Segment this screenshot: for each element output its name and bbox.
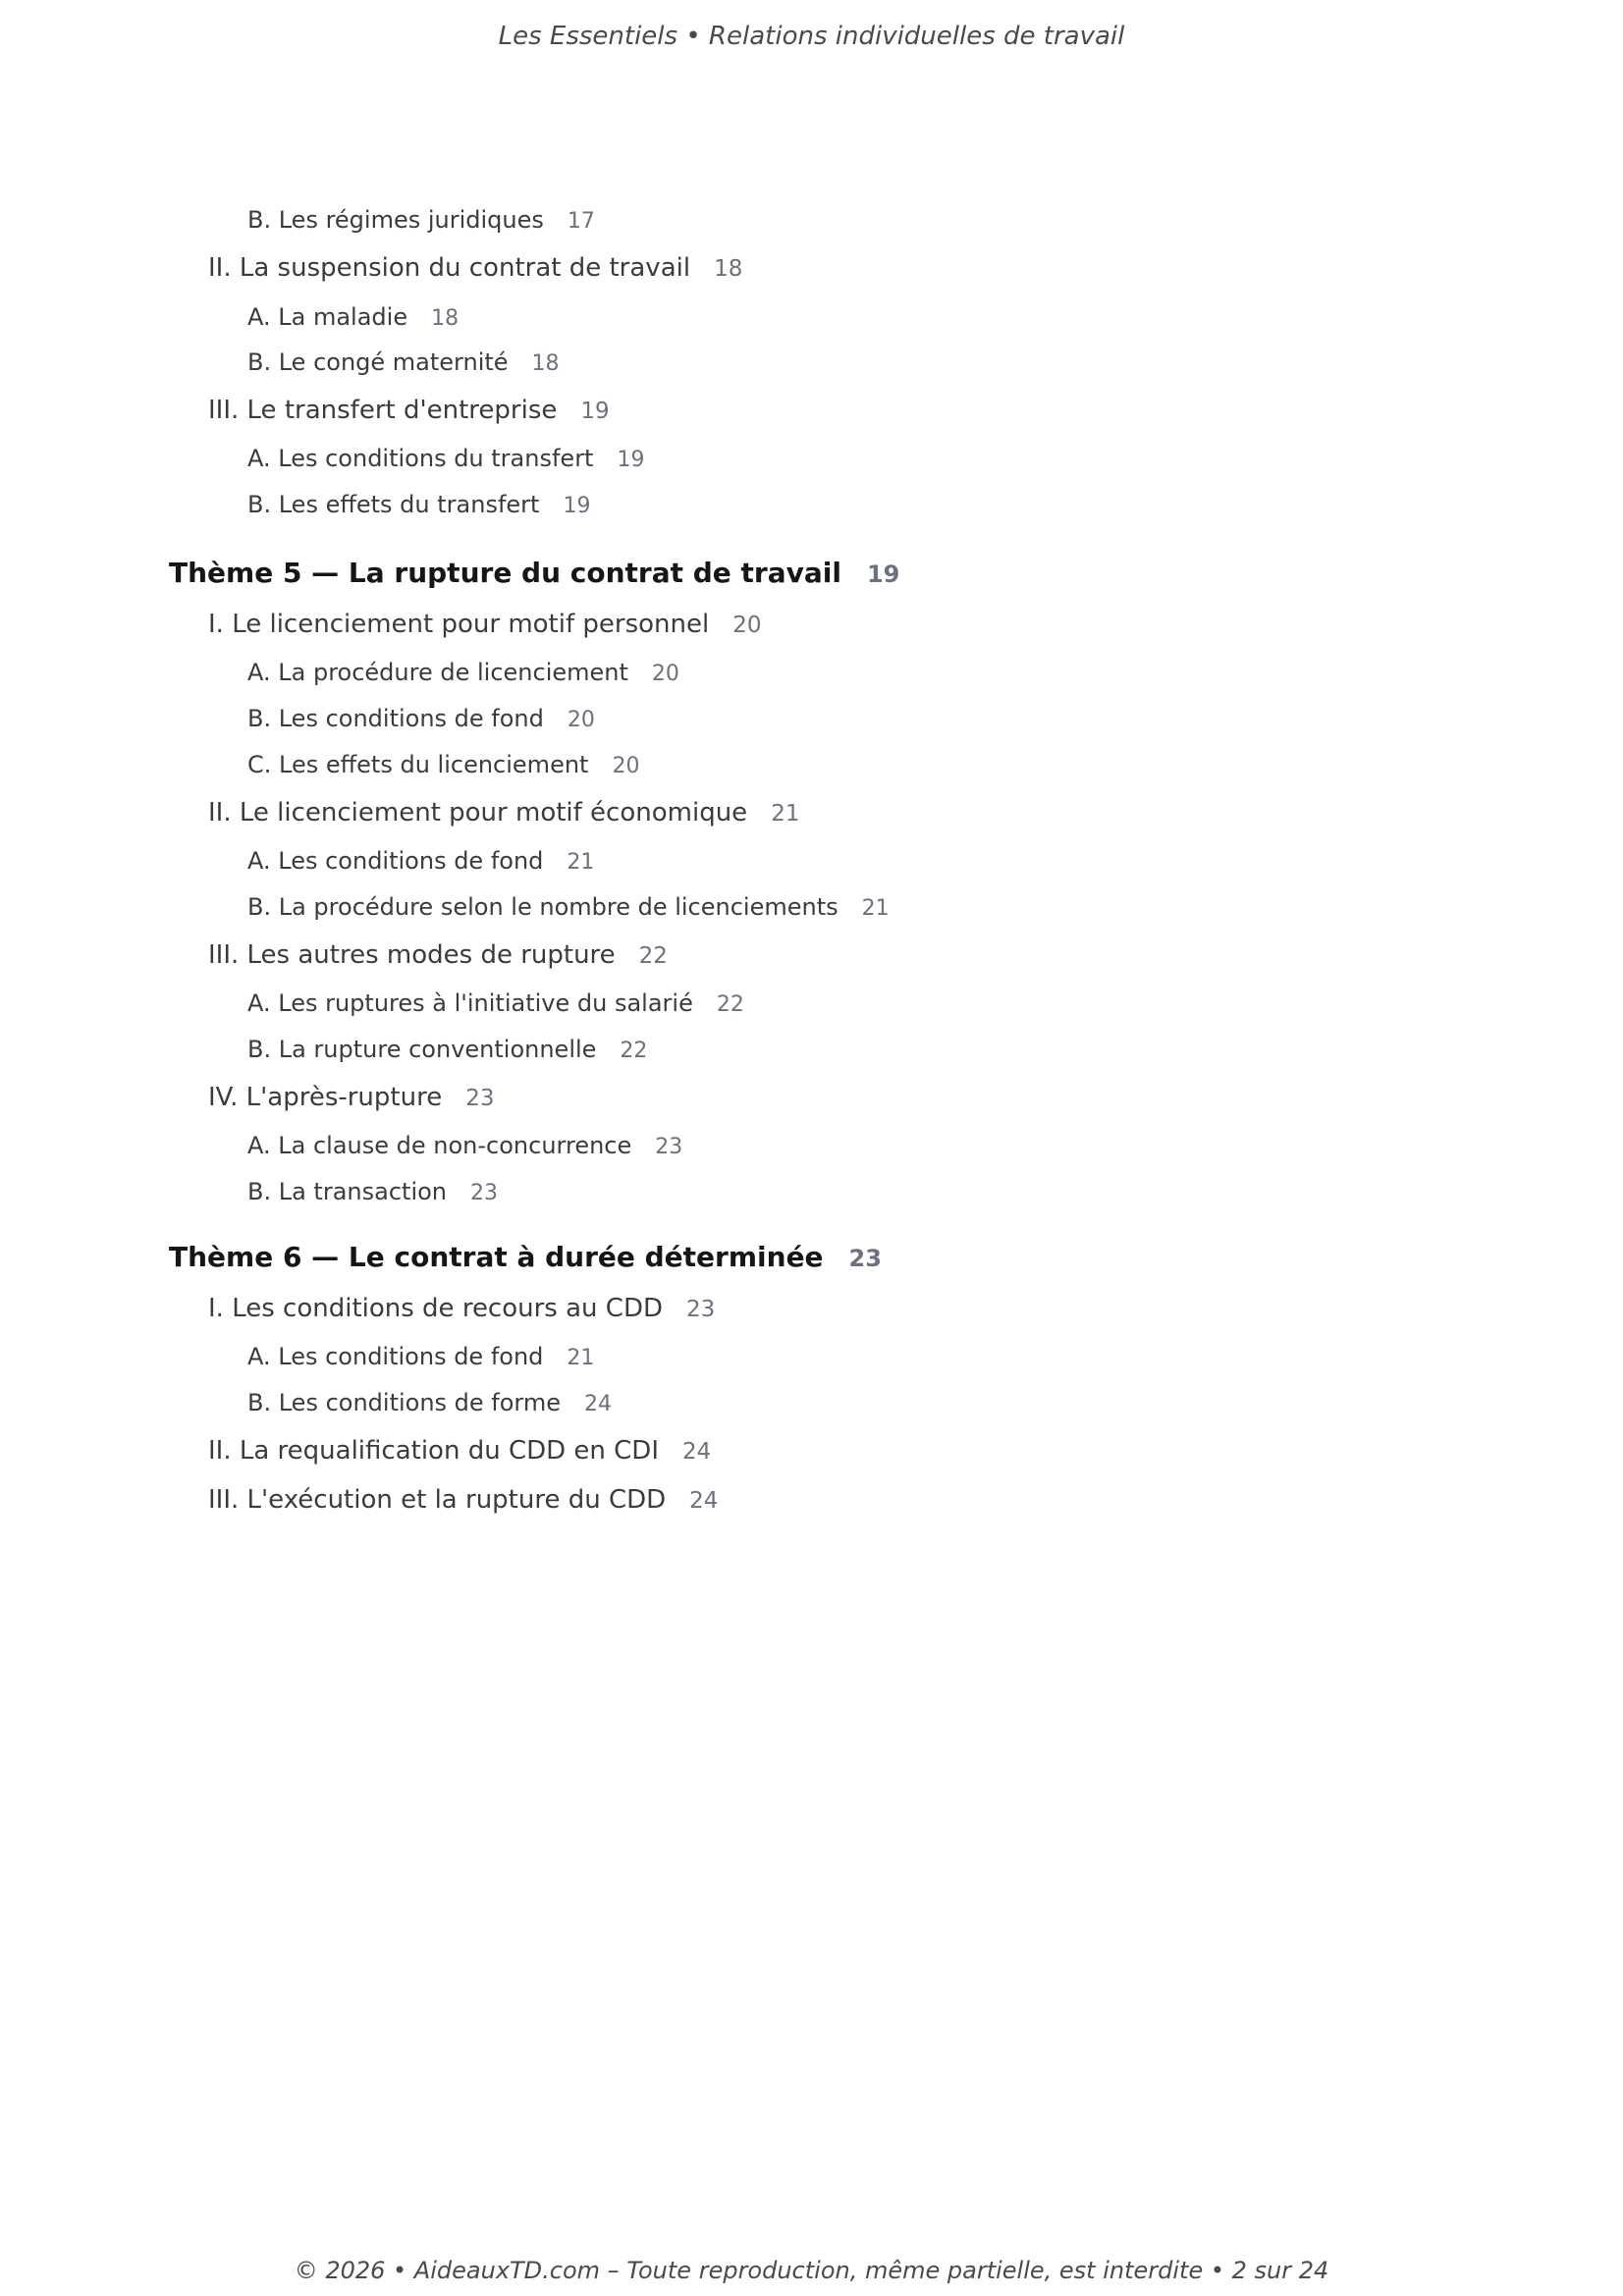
toc-entry[interactable] — [247, 350, 560, 375]
toc-entry[interactable] — [247, 305, 459, 330]
toc-entry[interactable] — [208, 800, 799, 826]
toc-entry[interactable] — [247, 753, 639, 777]
toc-entry[interactable] — [208, 1296, 715, 1321]
toc-entry[interactable] — [247, 1134, 682, 1158]
toc-entry-title: III. Les autres modes de rupture — [208, 940, 616, 970]
toc-entry[interactable] — [208, 398, 610, 423]
toc-theme-heading[interactable] — [169, 1241, 882, 1273]
toc-page-number: 23 — [686, 1297, 716, 1322]
toc-page-number: 22 — [620, 1039, 648, 1063]
toc-entry[interactable] — [247, 208, 595, 233]
toc-entry-title: II. Le licenciement pour motif économique — [208, 798, 748, 828]
toc-page-number: 20 — [612, 754, 640, 778]
toc-page-number: 23 — [655, 1135, 683, 1159]
toc-page-number: 20 — [732, 613, 762, 638]
toc-entry[interactable] — [247, 1345, 594, 1369]
toc-entry-title: C. Les effets du licenciement — [247, 751, 589, 778]
toc-entry[interactable] — [247, 447, 644, 471]
toc-entry-title: II. La suspension du contrat de travail — [208, 253, 691, 283]
toc-entry[interactable] — [247, 849, 594, 874]
toc-entry-title: B. Les conditions de forme — [247, 1389, 562, 1416]
toc-page-number: 22 — [638, 943, 668, 969]
toc-entry-title: B. La procédure selon le nombre de licenciements — [247, 893, 839, 921]
toc-entry-title: III. Le transfert d'entreprise — [208, 396, 558, 425]
toc-page-number: 19 — [563, 494, 591, 518]
toc-page-number: 19 — [580, 399, 610, 424]
toc-entry-title: A. La clause de non-concurrence — [247, 1132, 632, 1159]
toc-theme-heading[interactable] — [169, 557, 900, 589]
toc-page-number: 22 — [716, 992, 744, 1017]
toc-entry[interactable] — [247, 895, 890, 920]
toc-page-number: 24 — [584, 1392, 613, 1416]
toc-entry-title: A. Les ruptures à l'initiative du salarié — [247, 989, 693, 1017]
toc-entry[interactable] — [208, 1487, 718, 1513]
toc-entry[interactable] — [247, 661, 679, 685]
toc-page-number: 21 — [567, 1346, 595, 1370]
toc-page-number: 18 — [714, 256, 743, 282]
toc-page-number: 18 — [431, 306, 460, 331]
toc-entry-title: I. Le licenciement pour motif personnel — [208, 610, 710, 639]
toc-page-number: 23 — [470, 1181, 499, 1205]
toc-page-number: 24 — [689, 1488, 719, 1514]
toc-entry[interactable] — [247, 991, 744, 1016]
toc-page-number: 19 — [866, 561, 900, 588]
toc-entry-title: II. La requalification du CDD en CDI — [208, 1436, 659, 1466]
running-header: Les Essentiels • Relations individuelles de travail — [498, 22, 1125, 51]
toc-entry-title: A. La procédure de licenciement — [247, 659, 628, 686]
toc-entry-title: Thème 6 — Le contrat à durée déterminée — [169, 1241, 824, 1273]
toc-entry[interactable] — [247, 493, 590, 517]
toc-entry-title: B. La rupture conventionnelle — [247, 1036, 597, 1063]
toc-entry[interactable] — [247, 1038, 647, 1062]
toc-entry[interactable] — [247, 707, 595, 731]
toc-entry-title: A. Les conditions de fond — [247, 1343, 544, 1370]
toc-entry-title: B. Les conditions de fond — [247, 705, 544, 732]
toc-entry[interactable] — [208, 612, 762, 637]
toc-entry-title: A. Les conditions du transfert — [247, 445, 594, 472]
toc-page-number: 23 — [465, 1086, 495, 1111]
toc-entry-title: B. Les régimes juridiques — [247, 206, 544, 234]
toc-entry-title: B. Les effets du transfert — [247, 491, 540, 518]
toc-page-number: 21 — [771, 801, 800, 827]
toc-entry[interactable] — [208, 1085, 494, 1110]
toc-entry[interactable] — [208, 255, 742, 281]
toc-entry[interactable] — [208, 942, 668, 968]
toc-page-number: 18 — [531, 351, 560, 376]
toc-page-number: 24 — [682, 1439, 712, 1465]
toc-entry-title: Thème 5 — La rupture du contrat de travail — [169, 557, 841, 589]
toc-entry-title: B. Le congé maternité — [247, 348, 509, 376]
toc-page-number: 19 — [617, 448, 645, 472]
toc-entry[interactable] — [247, 1180, 498, 1204]
toc-page-number: 21 — [567, 850, 595, 875]
running-footer: © 2026 • AideauxTD.com – Toute reproduction, même partielle, est interdite • 2 sur 24 — [294, 2257, 1329, 2284]
toc-entry-title: A. La maladie — [247, 303, 408, 331]
toc-page-number: 23 — [848, 1245, 882, 1272]
toc-page-number: 20 — [651, 662, 679, 686]
toc-entry-title: IV. L'après-rupture — [208, 1083, 443, 1112]
toc-entry-title: I. Les conditions de recours au CDD — [208, 1294, 663, 1323]
toc-page-number: 20 — [567, 708, 595, 732]
toc-entry[interactable] — [208, 1438, 711, 1464]
toc-entry-title: III. L'exécution et la rupture du CDD — [208, 1485, 667, 1515]
toc-entry[interactable] — [247, 1391, 612, 1415]
toc-entry-title: A. Les conditions de fond — [247, 847, 544, 875]
toc-entry-title: B. La transaction — [247, 1178, 448, 1205]
toc-page-number: 17 — [567, 209, 595, 234]
toc-page-number: 21 — [861, 896, 890, 921]
